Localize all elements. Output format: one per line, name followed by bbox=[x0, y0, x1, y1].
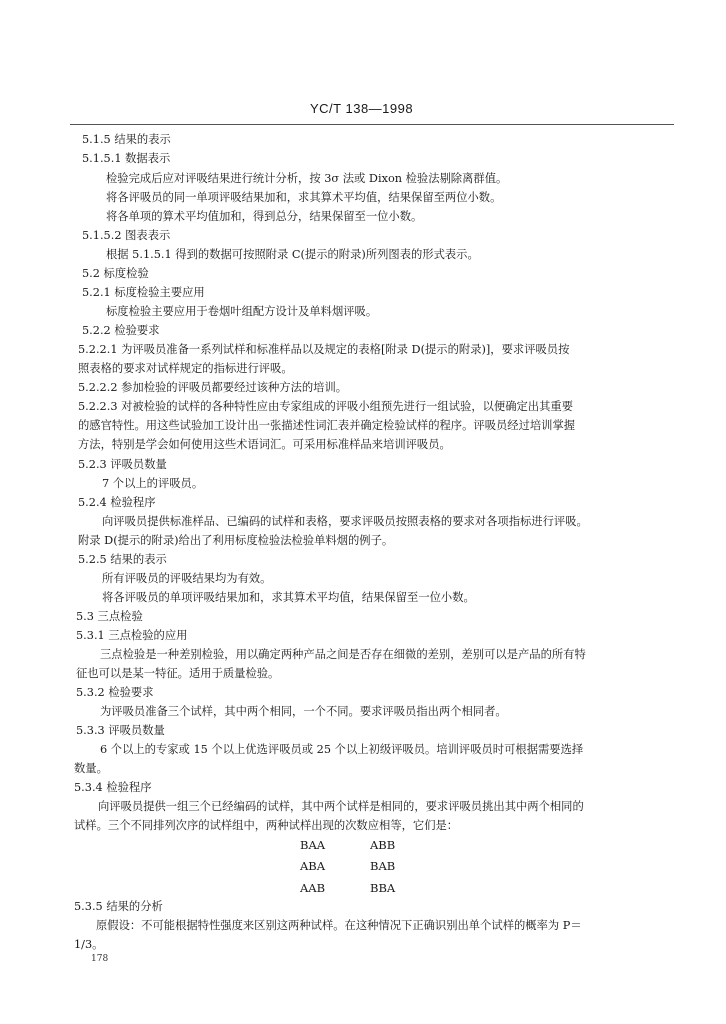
paragraph-line: 向评吸员提供一组三个已经编码的试样，其中两个试样是相同的，要求评吸员挑出其中两个相同的 bbox=[98, 800, 584, 813]
paragraph-line: 数量。 bbox=[74, 762, 108, 775]
paragraph-line: 方法，特别是学会如何使用这些术语词汇。可采用标准样品来培训评吸员。 bbox=[78, 438, 451, 451]
permutation-row bbox=[300, 877, 450, 899]
paragraph-line: 征也可以是某一特征。适用于质量检验。 bbox=[76, 667, 280, 680]
permutation-cell: ABB bbox=[370, 837, 396, 852]
heading-5-2-2: 5.2.2 检验要求 bbox=[82, 324, 160, 337]
paragraph-line: 为评吸员准备三个试样，其中两个相同，一个不同。要求评吸员指出两个相同者。 bbox=[100, 705, 507, 718]
permutation-table bbox=[300, 834, 450, 899]
paragraph-line: 检验完成后应对评吸结果进行统计分析，按 3σ 法或 Dixon 检验法剔除离群值。 bbox=[106, 172, 508, 185]
paragraph-line: 标度检验主要应用于卷烟叶组配方设计及单料烟评吸。 bbox=[106, 305, 378, 318]
heading-5-2: 5.2 标度检验 bbox=[82, 267, 149, 280]
heading-5-3-4: 5.3.4 检验程序 bbox=[74, 781, 152, 794]
page-number: 178 bbox=[91, 954, 109, 964]
paragraph-line: 所有评吸员的评吸结果均为有效。 bbox=[102, 572, 272, 585]
paragraph-line: 原假设：不可能根据特性强度来区别这两种试样。在这种情况下正确识别出单个试样的概率为 P＝ bbox=[96, 919, 582, 932]
header-rule bbox=[70, 124, 674, 125]
paragraph-line: 向评吸员提供标准样品、已编码的试样和表格，要求评吸员按照表格的要求对各项指标进行评吸。 bbox=[102, 515, 588, 528]
paragraph-line: 1/3。 bbox=[74, 938, 104, 951]
permutation-cell: AAB bbox=[300, 880, 326, 895]
paragraph-line: 将各单项的算术平均值加和，得到总分，结果保留至一位小数。 bbox=[106, 210, 423, 223]
heading-5-2-3: 5.2.3 评吸员数量 bbox=[78, 458, 167, 471]
heading-5-3-2: 5.3.2 检验要求 bbox=[76, 686, 154, 699]
permutation-row bbox=[300, 834, 450, 856]
heading-5-3: 5.3 三点检验 bbox=[76, 610, 143, 623]
paragraph-line: 将各评吸员的同一单项评吸结果加和，求其算术平均值，结果保留至两位小数。 bbox=[106, 191, 502, 204]
permutation-cell: BAA bbox=[300, 837, 326, 852]
heading-5-3-3: 5.3.3 评吸员数量 bbox=[76, 724, 165, 737]
paragraph-line: 根据 5.1.5.1 得到的数据可按照附录 C(提示的附录)所列图表的形式表示。 bbox=[106, 248, 479, 261]
heading-5-2-1: 5.2.1 标度检验主要应用 bbox=[82, 286, 205, 299]
paragraph-line: 三点检验是一种差别检验，用以确定两种产品之间是否存在细微的差别，差别可以是产品的所有特 bbox=[100, 648, 586, 661]
paragraph-line: 7 个以上的评吸员。 bbox=[102, 477, 204, 490]
paragraph-5-2-2-3: 5.2.2.3 对被检验的试样的各种特性应由专家组成的评吸小组预先进行一组试验，以便确定出其重要 bbox=[78, 400, 573, 413]
heading-5-2-5: 5.2.5 结果的表示 bbox=[78, 553, 167, 566]
heading-5-3-1: 5.3.1 三点检验的应用 bbox=[76, 629, 188, 642]
paragraph-line: 试样。三个不同排列次序的试样组中，两种试样出现的次数应相等，它们是： bbox=[74, 819, 459, 832]
paragraph-line: 附录 D(提示的附录)给出了利用标度检验法检验单料烟的例子。 bbox=[78, 534, 394, 547]
paragraph-5-2-2-2: 5.2.2.2 参加检验的评吸员都要经过该种方法的培训。 bbox=[78, 381, 348, 394]
heading-5-3-5: 5.3.5 结果的分析 bbox=[74, 900, 163, 913]
paragraph-line: 将各评吸员的单项评吸结果加和，求其算术平均值，结果保留至一位小数。 bbox=[102, 591, 475, 604]
paragraph-line: 的感官特性。用这些试验加工设计出一张描述性词汇表并确定检验试样的程序。评吸员经过培训掌握 bbox=[78, 419, 576, 432]
heading-5-2-4: 5.2.4 检验程序 bbox=[78, 496, 156, 509]
paragraph-5-2-2-1: 5.2.2.1 为评吸员准备一系列试样和标准样品以及规定的表格[附录 D(提示的附录)]，要求评吸员按 bbox=[78, 343, 570, 356]
permutation-row bbox=[300, 856, 450, 878]
paragraph-line: 照表格的要求对试样规定的指标进行评吸。 bbox=[78, 362, 293, 375]
heading-5-1-5: 5.1.5 结果的表示 bbox=[82, 133, 171, 146]
permutation-cell: ABA bbox=[300, 859, 326, 874]
heading-5-1-5-1: 5.1.5.1 数据表示 bbox=[82, 152, 171, 165]
heading-5-1-5-2: 5.1.5.2 图表表示 bbox=[82, 229, 171, 242]
paragraph-line: 6 个以上的专家或 15 个以上优选评吸员或 25 个以上初级评吸员。培训评吸员时可根据需要选择 bbox=[100, 743, 584, 756]
permutation-cell: BBA bbox=[370, 880, 396, 895]
standard-code-header: YC/T 138—1998 bbox=[310, 101, 414, 116]
permutation-cell: BAB bbox=[370, 859, 396, 874]
